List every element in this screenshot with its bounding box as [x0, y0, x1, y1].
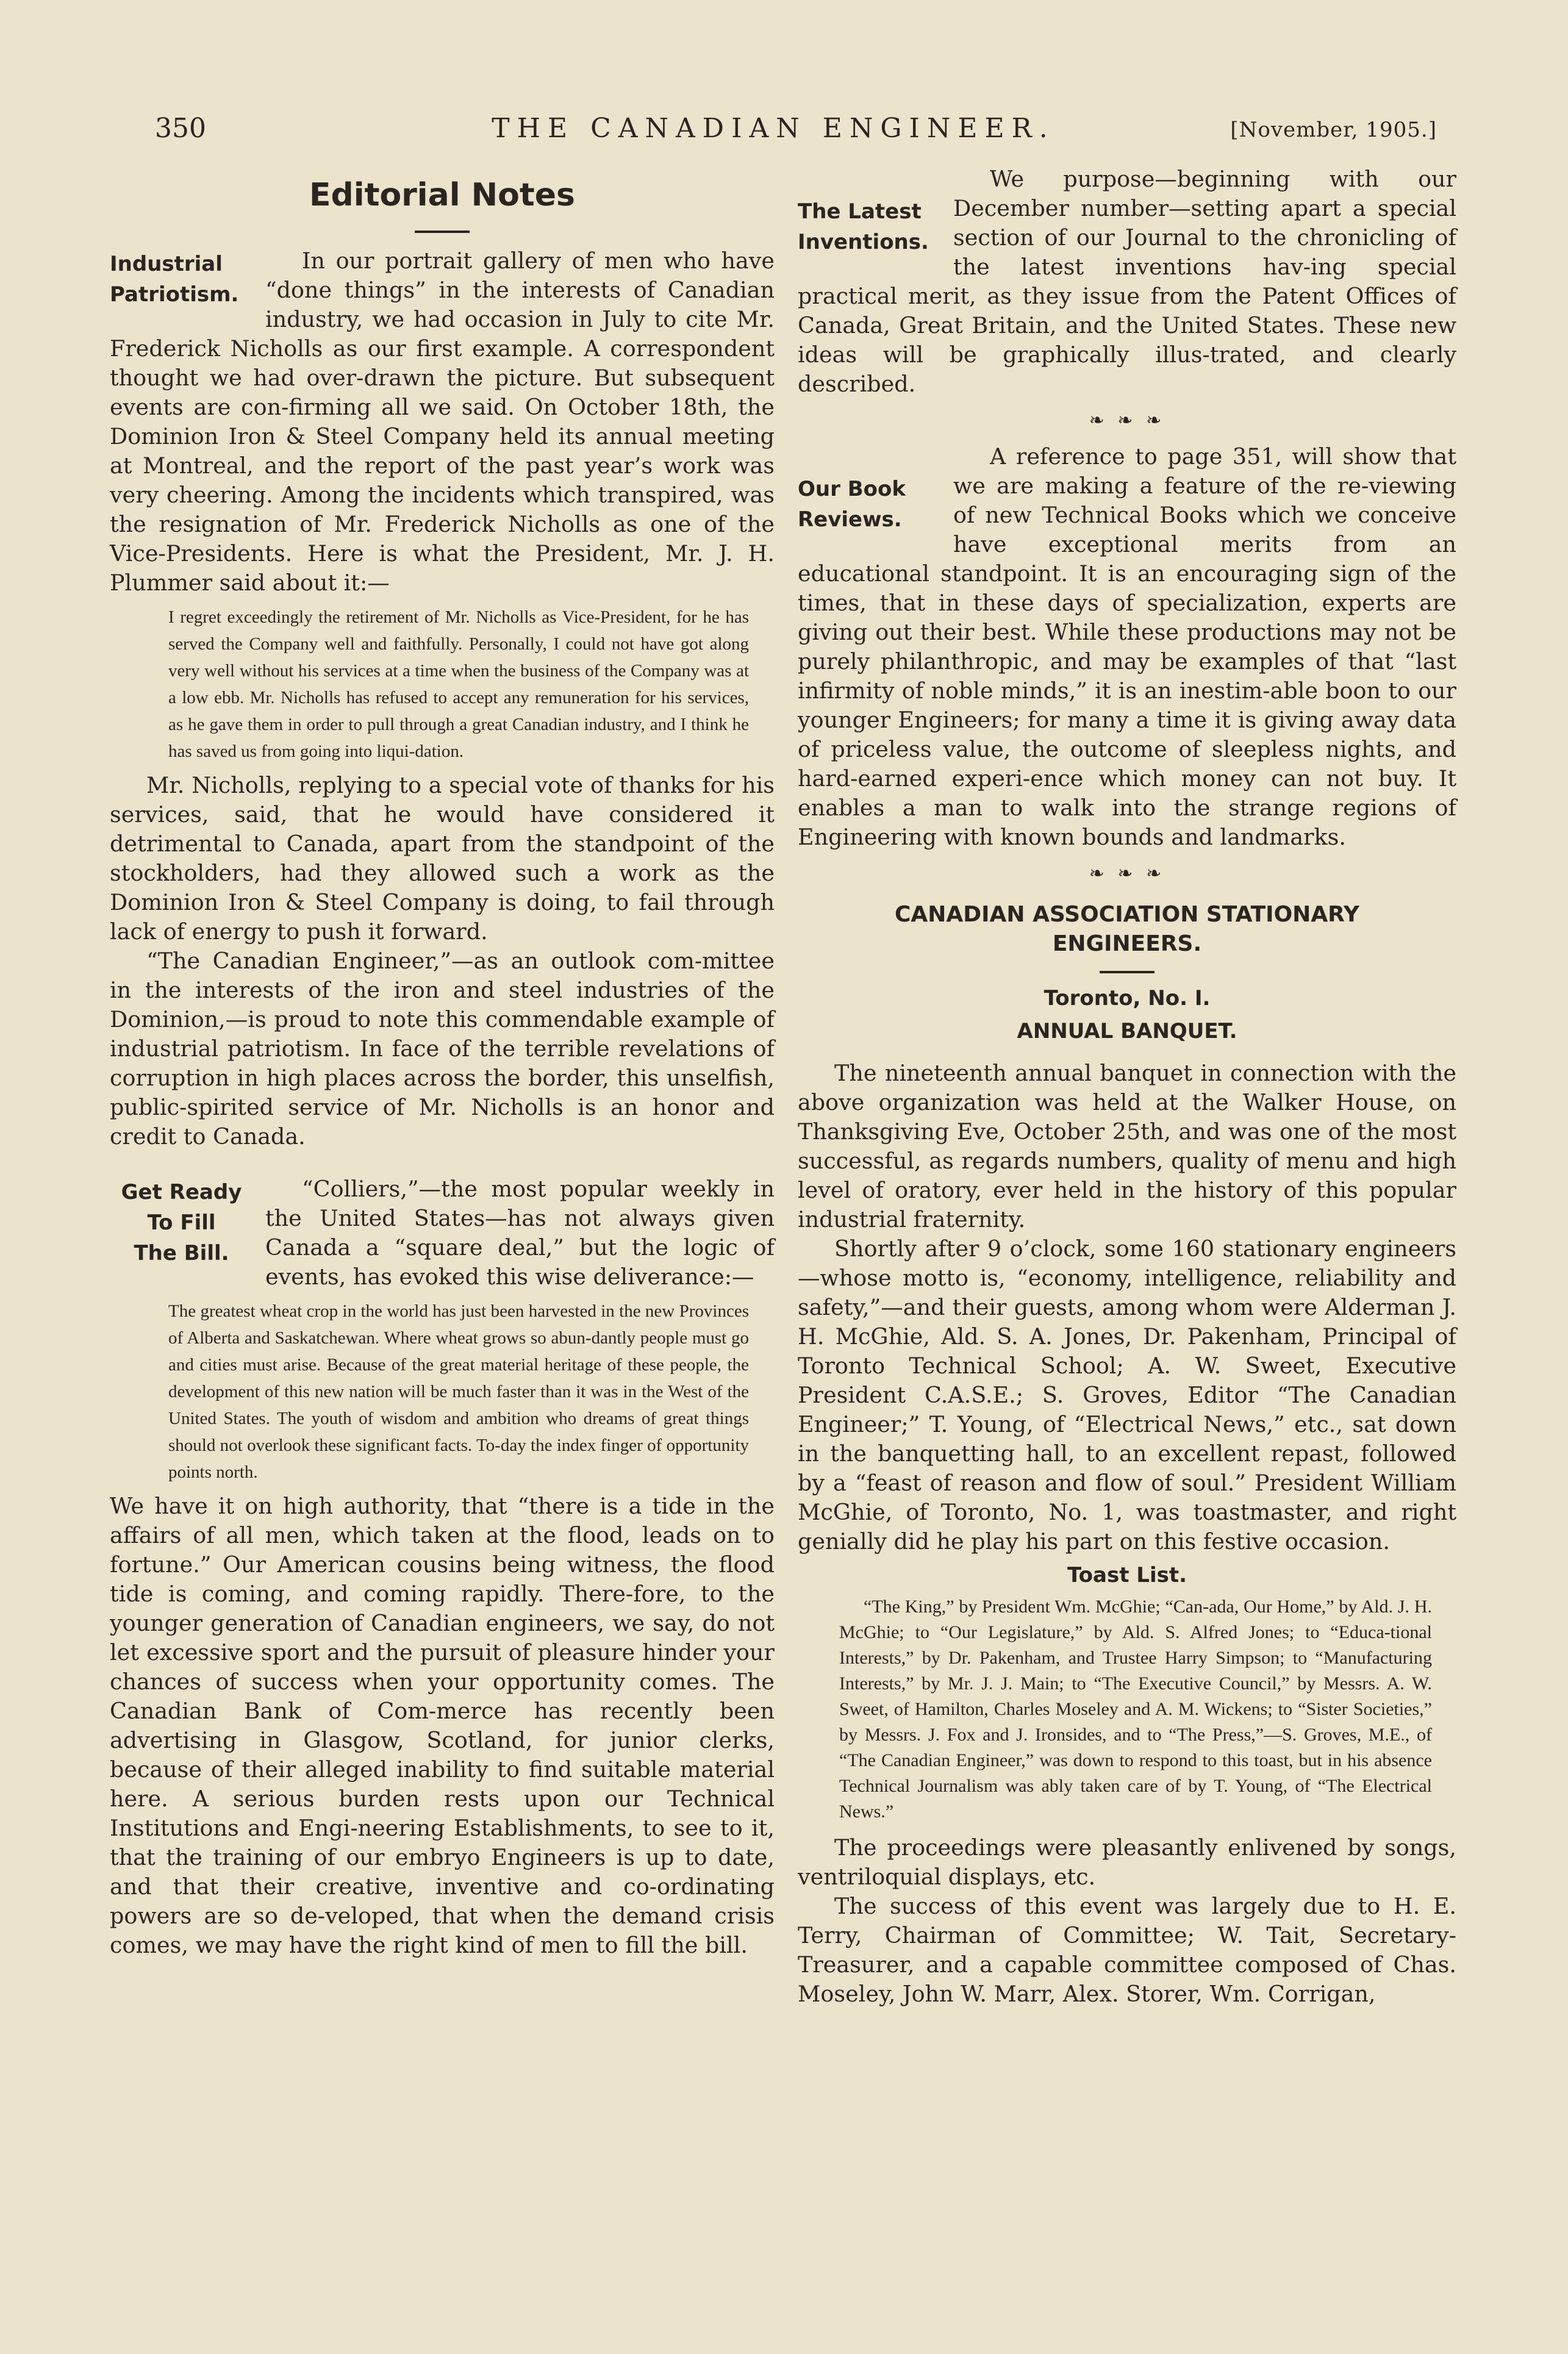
right-column	[798, 165, 1456, 2009]
toast-list: “The King,” by President Wm. McGhie; “Can-ada, Our Home,” by Ald. J. H. McGhie; to “Our Legislature,” by Ald. S. Alfred Jones; to “Educa-tional Interests,” by Dr. Pakenham, and Trustee Harry Simpson; to “Manufacturing Interests,” by Mr. J. J. Main; to “The Executive Council,” by Messrs. A. W. Sweet, of Hamilton, Charles Moseley and A. M. Wickens; to “Sister Societies,” by Messrs. J. Fox and J. Ironsides, and to “The Press,”—S. Groves, M.E., of “The Canadian Engineer,” was down to respond to this toast, but in his absence Technical Journalism was ably taken care of by T. Young, of “The Electrical News.”	[839, 1597, 1432, 1822]
article-paragraph: “Colliers,”—the most popular weekly in the United States—has not always given Canada a “square deal,” but the logic of events, has evoked this wise deliverance:—	[265, 1176, 775, 1290]
spacer	[110, 1151, 775, 1175]
article-paragraph: The proceedings were pleasantly enlivened by songs, ventriloquial displays, etc.	[798, 1834, 1456, 1890]
heading-line: CANADIAN ASSOCIATION STATIONARY	[895, 902, 1359, 927]
article-paragraph: Mr. Nicholls, replying to a special vote of thanks for his services, said, that he would have considered it detrimental to Canada, apart from the standpoint of the stockholders, had they allowed such a work as the Dominion Iron & Steel Company is doing, to fail through lack of energy to push it forward.	[110, 772, 775, 945]
article-paragraph: A reference to page 351, will show that we are making a feature of the re-viewing of new Technical Books which we conceive have exceptional merits from an educational standpoint. It is an encouraging sign of the times, that in these days of specialization, experts are giving out their best. While these productions may not be purely philanthropic, and may be examples of that “last infirmity of noble minds,” it is an inestim-able boon to our younger Engineers; for many a time it is giving away data of priceless value, the outcome of sleepless nights, and hard-earned experi-ence which money can not buy. It enables a man to walk into the strange regions of Engineering with known bounds and landmarks.	[798, 443, 1456, 850]
toast-list-heading: Toast List.	[1067, 1563, 1187, 1587]
event-heading: ANNUAL BANQUET.	[1017, 1019, 1237, 1043]
article-paragraph: Shortly after 9 o’clock, some 160 stationary engineers—whose motto is, “economy, intelligence, reliability and safety,”—and their guests, among whom were Alderman J. H. McGhie, Ald. S. A. Jones, Dr. Pakenham, Principal of Toronto Technical School; A. W. Sweet, Executive President C.A.S.E.; S. Groves, Editor “The Canadian Engineer;” T. Young, of “Electrical News,” etc., sat down in the banquetting hall, to an excellent repast, followed by a “feast of reason and flow of soul.” President William McGhie, of Toronto, No. 1, was toastmaster, and right genially did he play his part on this festive occasion.	[798, 1236, 1456, 1554]
article-paragraph: The nineteenth annual banquet in connection with the above organization was held at the Walker House, on Thanksgiving Eve, October 25th, and was one of the most successful, as regards numbers, quality of menu and high level of oratory, ever held in the history of this popular industrial fraternity.	[798, 1060, 1456, 1232]
masthead: THE CANADIAN ENGINEER.	[492, 113, 1055, 144]
side-heading	[110, 1177, 253, 1268]
heading-line: ENGINEERS.	[1052, 931, 1202, 956]
spacer	[798, 1050, 1456, 1059]
article-paragraph: We purpose—beginning with our December number—setting apart a special section of our Journal to the chronicling of the latest inventions hav-ing special practical merit, as they issue from the Patent Offices of Canada, Great Britain, and the United States. These new ideas will be graphically illus-trated, and clearly described.	[798, 166, 1456, 397]
left-column	[110, 165, 775, 1960]
side-heading	[110, 249, 253, 310]
ornament-divider: ❧ ❧ ❧	[1089, 863, 1165, 884]
side-heading-line: Our Book	[798, 477, 906, 501]
block-quote: The greatest wheat crop in the world has just been harvested in the new Provinces of Alberta and Saskatchewan. Where wheat grows so abun-dantly people must go and cities must arise. Because of the great material heritage of these people, the development of this new nation will be much faster than it was in the West of the United States. The youth of wisdom and ambition who dreams of great things should not overlook these significant facts. To-day the index finger of opportunity points north.	[168, 1301, 749, 1482]
side-heading	[798, 196, 941, 257]
side-heading-line: The Bill.	[134, 1241, 229, 1265]
article-paragraph: The success of this event was largely due to H. E. Terry, Chairman of Committee; W. Tait, Secretary-Treasurer, and a capable committee composed of Chas. Moseley, John W. Marr, Alex. Storer, Wm. Corrigan,	[798, 1893, 1456, 2007]
block-quote: I regret exceedingly the retirement of Mr. Nicholls as Vice-President, for he has served the Company well and faithfully. Personally, I could not have got along very well without his services at a time when the business of the Company was at a low ebb. Mr. Nicholls has refused to accept any remuneration for his services, as he gave them in order to pull through a great Canadian industry, and I think he has saved us from going into liqui-dation.	[168, 607, 749, 761]
article-paragraph: In our portrait gallery of men who have “done things” in the interests of Canadian industry, we had occasion in July to cite Mr. Frederick Nicholls as our first example. A correspondent thought we had over-drawn the picture. But subsequent events are con-firming all we said. On October 18th, the Dominion Iron & Steel Company held its annual meeting at Montreal, and the report of the past year’s work was very cheering. Among the incidents which transpired, was the resignation of Mr. Frederick Nicholls as one of the Vice-Presidents. Here is what the President, Mr. J. H. Plummer said about it:—	[110, 248, 775, 596]
side-heading-line: To Fill	[147, 1211, 216, 1235]
side-heading-line: Patriotism.	[110, 282, 239, 307]
association-article	[798, 900, 1456, 2009]
side-heading-line: Industrial	[110, 252, 223, 276]
side-heading	[798, 474, 941, 535]
side-heading-line: Reviews.	[798, 507, 902, 532]
side-heading-line: The Latest	[798, 199, 922, 224]
branch-heading: Toronto, No. I.	[1044, 986, 1211, 1011]
industrial-patriotism-article	[110, 246, 775, 1151]
heading-rule	[1100, 971, 1155, 973]
article-paragraph: We have it on high authority, that “there is a tide in the affairs of all men, which taken at the flood, leads on to fortune.” Our American cousins being witness, the flood tide is coming, and coming rapidly. There-fore, to the younger generation of Canadian engineers, we say, do not let excessive sport and the pursuit of pleasure hinder your chances of success when your opportunity comes. The Canadian Bank of Com-merce has recently been advertising in Glasgow, Scotland, for junior clerks, because of their alleged inability to find suitable material here. A serious burden rests upon our Technical Institutions and Engi-neering Establishments, to see to it, that the training of our embryo Engineers is up to date, and that their creative, inventive and co-ordinating powers are so de-veloped, that when the demand crisis comes, we may have the right kind of men to fill the bill.	[110, 1493, 775, 1958]
get-ready-article	[110, 1175, 775, 1960]
article-heading	[798, 900, 1456, 959]
article-paragraph: “The Canadian Engineer,”—as an outlook com-mittee in the interests of the iron and steel industries of the Dominion,—is proud to note this commendable example of industrial patriotism. In face of the terrible revelations of corruption in high places across the border, this unselfish, public-spirited service of Mr. Nicholls is an honor and credit to Canada.	[110, 948, 775, 1150]
title-rule	[415, 231, 470, 233]
issue-date: [November, 1905.]	[1230, 118, 1437, 142]
latest-inventions-article	[798, 165, 1456, 399]
page-header	[110, 107, 1437, 149]
side-heading-line: Inventions.	[798, 230, 929, 254]
side-heading-line: Get Ready	[121, 1180, 242, 1204]
page-number: 350	[155, 113, 206, 144]
ornament-divider: ❧ ❧ ❧	[1089, 410, 1165, 431]
section-title: Editorial Notes	[309, 177, 575, 213]
book-reviews-article	[798, 442, 1456, 852]
